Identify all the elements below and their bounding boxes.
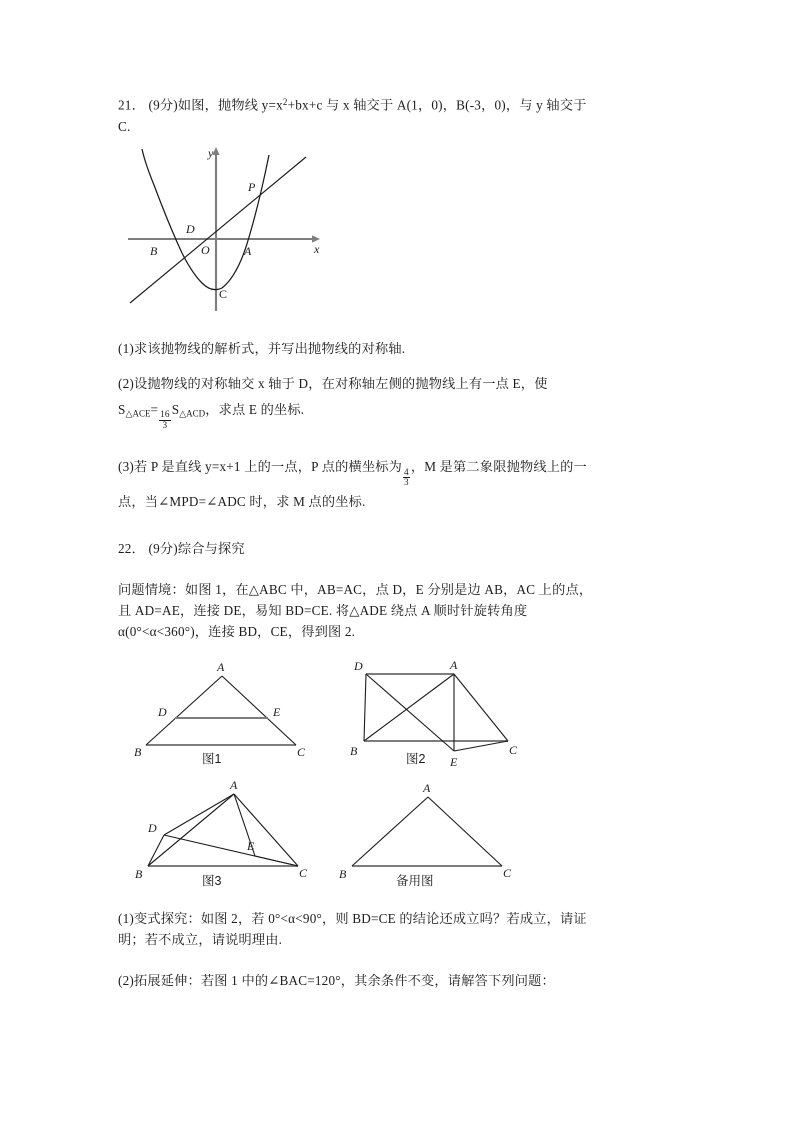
problem-21-stem-text-c: C. [118, 118, 131, 134]
figure-row-top [118, 656, 680, 768]
fig2-label-A: A [450, 657, 458, 672]
label-point-O: O [201, 242, 210, 257]
area-symbol-acd: S [171, 401, 180, 417]
equals-sign: = [150, 401, 159, 417]
figure-spare-caption: 备用图 [396, 873, 434, 888]
spare-label-C: C [503, 865, 512, 880]
figure-1-svg [130, 656, 320, 768]
label-point-A: A [244, 243, 252, 258]
fig2-label-E: E [450, 754, 458, 769]
fig1-label-A: A [217, 659, 225, 674]
label-axis-x: x [314, 241, 320, 256]
fraction-sixteen-thirds [159, 410, 171, 430]
fig1-label-C: C [297, 744, 306, 759]
fig2-label-B: B [350, 743, 358, 758]
fig3-segment-DB [148, 835, 164, 866]
fig2-segment-DE [366, 674, 454, 751]
label-point-C: C [219, 286, 228, 301]
problem-21-item-3 [118, 456, 680, 512]
problem-21-item-2-line-2 [118, 399, 680, 431]
figure-parabola [124, 143, 339, 318]
problem-21-points: (9分) [148, 97, 178, 113]
fig3-segment-BA-dup [148, 794, 234, 866]
problem-22-item-1-line-1: (1)变式探究：如图 2，若 0°<α<90°，则 BD=CE 的结论还成立吗？若成立，请证 [118, 910, 587, 926]
figure-2-caption: 图2 [406, 751, 426, 766]
fig2-label-D: D [354, 658, 363, 673]
fig2-segment-DB [364, 674, 366, 741]
subscript-triangle-acd: △ACD [179, 408, 206, 419]
problem-21-item-1 [118, 338, 680, 359]
fraction-four-thirds [403, 468, 410, 488]
parabola-svg [124, 143, 339, 318]
figure-2 [346, 656, 536, 768]
figure-3-svg [130, 778, 320, 890]
problem-21-item-1-text: (1)求该抛物线的解析式，并写出抛物线的对称轴. [118, 340, 406, 356]
problem-21-item-3-text-b: ，M 是第二象限抛物线上的一 [410, 459, 587, 475]
fig3-label-C: C [299, 865, 308, 880]
label-point-P: P [248, 179, 256, 194]
figure-2-svg [346, 656, 536, 768]
fig2-label-C: C [509, 742, 518, 757]
fig1-label-D: D [158, 704, 167, 719]
figure-row-bottom [118, 778, 680, 890]
problem-21-item-3-text-a: (3)若 P 是直线 y=x+1 上的一点，P 点的横坐标为 [118, 459, 403, 475]
fraction-denominator: 3 [404, 477, 409, 488]
problem-22-context-line-3: α(0°<α<360°)，连接 BD，CE，得到图 2. [118, 623, 356, 639]
fig3-label-D: D [148, 820, 157, 835]
figure-1-caption: 图1 [202, 751, 222, 766]
problem-22-title [118, 538, 680, 559]
y-axis-arrow [212, 147, 219, 155]
fraction-numerator: 4 [404, 466, 409, 477]
problem-22-item-1-line-2: 明；若不成立，请说明理由. [118, 931, 283, 947]
fig3-segment-EC [255, 856, 298, 866]
line-curve [130, 157, 306, 303]
problem-21-item-2-text-a: (2)设抛物线的对称轴交 x 轴于 D，在对称轴左侧的抛物线上有一点 E，使 [118, 375, 548, 391]
exponent-two: 2 [282, 97, 288, 107]
problem-22-points: (9分) [148, 540, 178, 556]
figure-spare [336, 778, 526, 890]
problem-21-item-3-line-1 [118, 456, 680, 488]
problem-21-stem-text-b: +bx+c 与 x 轴交于 A(1，0)，B(-3，0)，与 y 轴交于 [287, 97, 587, 113]
problem-22-item-2 [118, 970, 680, 991]
problem-21-item-2 [118, 373, 680, 431]
spare-label-A: A [423, 780, 431, 795]
problem-21-stem [118, 92, 680, 137]
problem-21-item-3-text-c: 点，当∠MPD=∠ADC 时，求 M 点的坐标. [118, 493, 366, 509]
fig3-label-E: E [247, 838, 255, 853]
subscript-triangle-ace: △ACE [125, 408, 151, 419]
label-point-B: B [150, 243, 158, 258]
fig1-label-E: E [273, 704, 281, 719]
problem-21-item-2-tail: ，求点 E 的坐标. [205, 401, 305, 417]
problem-21-stem-text-a: 如图，抛物线 y=x [177, 97, 283, 113]
spare-side-BA [352, 797, 428, 866]
fig3-label-B: B [135, 866, 143, 881]
label-axis-y: y [208, 145, 214, 160]
problem-21-item-2-line-1 [118, 373, 680, 394]
spare-label-B: B [339, 866, 347, 881]
figure-1 [130, 656, 320, 768]
fig2-segment-AC [454, 674, 508, 741]
fig1-label-B: B [134, 744, 142, 759]
fraction-denominator: 3 [162, 419, 168, 430]
problem-22-context-line-1: 问题情境：如图 1，在△ABC 中，AB=AC，点 D，E 分别是边 AB，AC 上的点， [118, 581, 593, 597]
fig1-side-AC [222, 676, 296, 745]
fraction-numerator: 16 [160, 409, 170, 420]
spare-side-AC [428, 797, 502, 866]
parabola-curve [142, 149, 269, 290]
problem-22-item-1 [118, 908, 680, 950]
page-content [118, 92, 680, 991]
area-symbol-ace: S [118, 401, 126, 417]
fig3-segment-AC [234, 794, 298, 866]
problem-22-title-text: 综合与探究 [177, 540, 245, 556]
label-point-D: D [186, 221, 195, 236]
fig3-label-A: A [230, 777, 238, 792]
problem-22-item-2-line-1: (2)拓展延伸：若图 1 中的∠BAC=120°，其余条件不变，请解答下列问题： [118, 972, 555, 988]
problem-22-context [118, 579, 680, 642]
fig3-segment-AD [164, 794, 234, 835]
problem-21-number: 21． [118, 97, 145, 113]
problem-21-item-3-line-2 [118, 491, 680, 512]
fig2-segment-EC [454, 741, 508, 751]
figure-3-caption: 图3 [202, 873, 222, 888]
problem-22-context-line-2: 且 AD=AE，连接 DE，易知 BD=CE. 将△ADE 绕点 A 顺时针旋转角度 [118, 602, 528, 618]
problem-22-number: 22． [118, 540, 145, 556]
figure-3 [130, 778, 320, 890]
